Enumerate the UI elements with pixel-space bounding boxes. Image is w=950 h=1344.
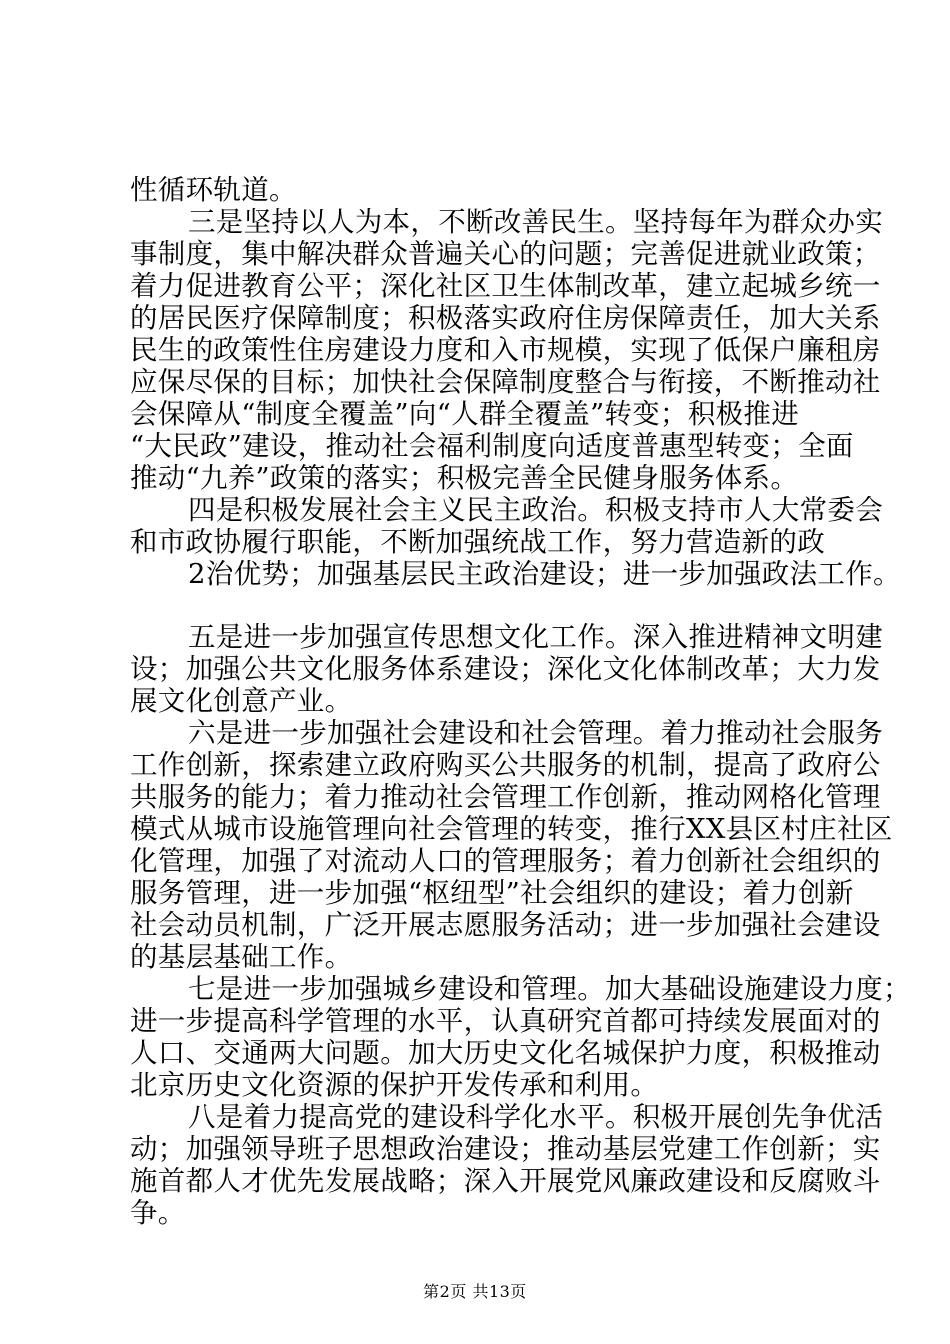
text-line: 的居民医疗保障制度；积极落实政府住房保障责任，加大关系 [130, 302, 881, 334]
text-line: 应保尽保的目标；加快社会保障制度整合与衔接，不断推动社 [130, 366, 881, 398]
paragraph-start-line: 八是着力提高党的建设科学化水平。积极开展创先争优活 [188, 1101, 883, 1133]
text-line: 人口、交通两大问题。加大历史文化名城保护力度，积极推动 [130, 1037, 881, 1069]
text-line: 设；加强公共文化服务体系建设；深化文化体制改革；大力发 [130, 653, 881, 685]
page-number-footer: 第2页 共13页 [423, 1282, 527, 1301]
paragraph-start-line: 四是积极发展社会主义民主政治。积极支持市人大常委会 [188, 494, 883, 526]
text-line: 模式从城市设施管理向社会管理的转变，推行XX县区村庄社区 [130, 813, 893, 845]
text-line: 北京历史文化资源的保护开发传承和利用。 [130, 1069, 659, 1101]
text-line: 2治优势；加强基层民主政治建设；进一步加强政法工作。 [188, 558, 901, 590]
paragraph-start-line: 三是坚持以人为本，不断改善民生。坚持每年为群众办实 [188, 206, 883, 238]
text-line: 动；加强领导班子思想政治建设；推动基层党建工作创新；实 [130, 1133, 881, 1165]
text-line: 民生的政策性住房建设力度和入市规模，实现了低保户廉租房 [130, 334, 881, 366]
text-line: 展文化创意产业。 [130, 685, 353, 717]
text-line: 的基层基础工作。 [130, 941, 353, 973]
text-line: 施首都人才优先发展战略；深入开展党风廉政建设和反腐败斗 [130, 1165, 881, 1197]
text-line: 争。 [130, 1197, 186, 1229]
paragraph-start-line: 七是进一步加强城乡建设和管理。加大基础设施建设力度； [188, 973, 911, 1005]
text-line: 社会动员机制，广泛开展志愿服务活动；进一步加强社会建设 [130, 909, 881, 941]
text-line: 共服务的能力；着力推动社会管理工作创新，推动网格化管理 [130, 781, 881, 813]
paragraph-start-line: 六是进一步加强社会建设和社会管理。着力推动社会服务 [188, 717, 883, 749]
text-line: “大民政”建设，推动社会福利制度向适度普惠型转变；全面 [130, 430, 854, 462]
text-line: 服务管理，进一步加强“枢纽型”社会组织的建设；着力创新 [130, 877, 854, 909]
paragraph-start-line: 五是进一步加强宣传思想文化工作。深入推进精神文明建 [188, 621, 883, 653]
text-line: 推动“九养”政策的落实；积极完善全民健身服务体系。 [130, 462, 799, 494]
text-line: 性循环轨道。 [130, 174, 297, 206]
text-line: 事制度，集中解决群众普遍关心的问题；完善促进就业政策； [130, 238, 881, 270]
text-line: 和市政协履行职能，不断加强统战工作，努力营造新的政 [130, 526, 825, 558]
text-line: 着力促进教育公平；深化社区卫生体制改革，建立起城乡统一 [130, 270, 881, 302]
text-line: 化管理，加强了对流动人口的管理服务；着力创新社会组织的 [130, 845, 881, 877]
document-body [130, 174, 911, 1229]
text-line: 会保障从“制度全覆盖”向“人群全覆盖”转变；积极推进 [130, 398, 800, 430]
text-line: 进一步提高科学管理的水平，认真研究首都可持续发展面对的 [130, 1005, 881, 1037]
text-line: 工作创新，探索建立政府购买公共服务的机制，提高了政府公 [130, 749, 881, 781]
blank-line [130, 590, 830, 621]
